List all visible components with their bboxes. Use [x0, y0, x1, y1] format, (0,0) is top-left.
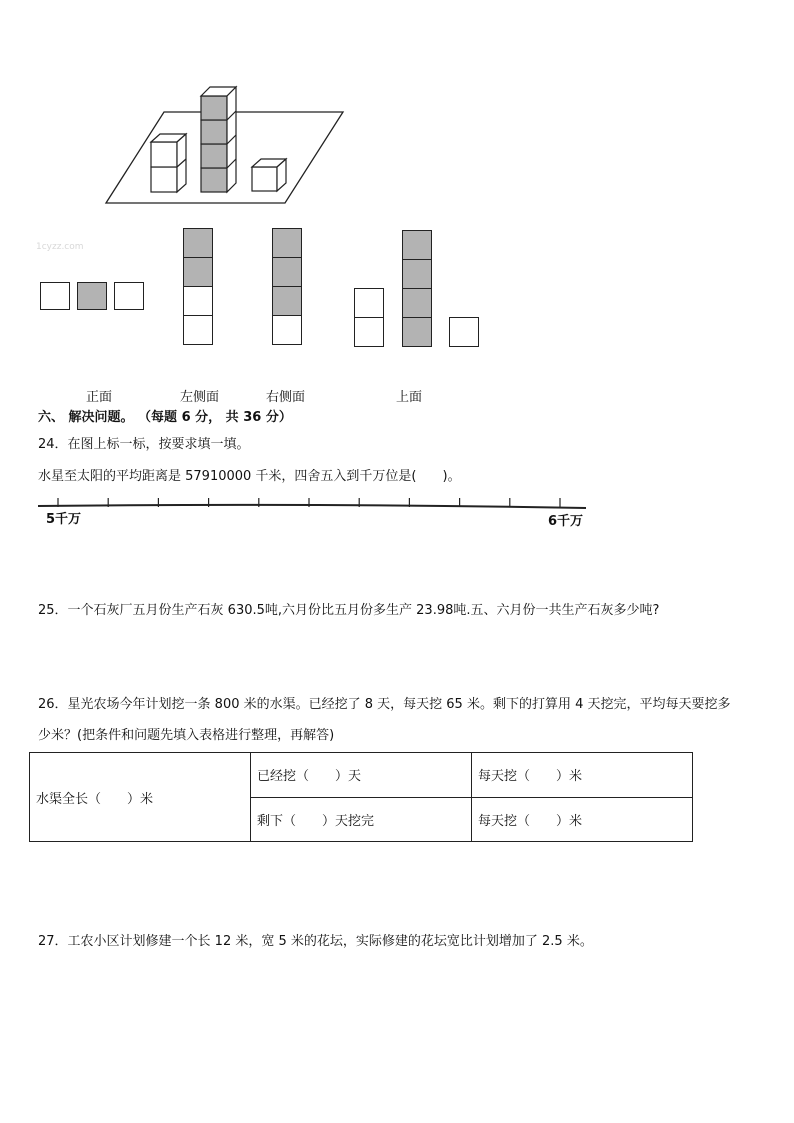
axis-end-label: 6千万	[548, 514, 584, 529]
top-view-square	[354, 317, 384, 347]
right-view-label: 右侧面	[266, 390, 306, 405]
organize-table	[29, 752, 693, 842]
right-view-square	[272, 286, 302, 316]
top-view-square	[402, 317, 432, 347]
left-view-square	[183, 286, 213, 316]
right-view-square	[272, 257, 302, 287]
question-26-line2: 少米？(把条件和问题先填入表格进行整理，再解答)	[38, 728, 335, 743]
total-length-cell[interactable]: 水渠全长（ ）米	[30, 753, 251, 842]
number-line	[38, 494, 598, 514]
right-view-square	[272, 315, 302, 345]
front-view-label: 正面	[86, 390, 113, 405]
middle-cube-stack	[201, 87, 236, 192]
watermark-text: 1cyzz.com	[36, 242, 84, 252]
question-26-line1: 26．星光农场今年计划挖一条 800 米的水渠。已经挖了 8 天，每天挖 65 米。剩下的打算用 4 天挖完，平均每天要挖多	[38, 697, 731, 712]
left-view-square	[183, 315, 213, 345]
left-view-square	[183, 228, 213, 258]
top-view-square	[402, 288, 432, 318]
right-single-cube	[252, 159, 286, 191]
top-view-square	[449, 317, 479, 347]
front-view-square	[77, 282, 107, 310]
cube-arrangement-figure	[100, 80, 350, 210]
dug-days-cell[interactable]: 已经挖（ ）天	[251, 753, 472, 798]
top-view-square	[402, 230, 432, 260]
top-view-square	[354, 288, 384, 318]
remain-days-cell[interactable]: 剩下（ ）天挖完	[251, 797, 472, 842]
left-cube-stack	[151, 134, 186, 192]
front-view-square	[40, 282, 70, 310]
question-27-text: 27．工农小区计划修建一个长 12 米，宽 5 米的花坛，实际修建的花坛宽比计划增加了 2.5 米。	[38, 934, 593, 949]
daily-remain-cell[interactable]: 每天挖（ ）米	[472, 797, 693, 842]
left-view-label: 左侧面	[180, 390, 220, 405]
question-24-prompt: 24．在图上标一标，按要求填一填。	[38, 437, 250, 452]
question-24-text: 水星至太阳的平均距离是 57910000 千米，四舍五入到千万位是( )。	[38, 469, 461, 484]
daily-dug-cell[interactable]: 每天挖（ ）米	[472, 753, 693, 798]
axis-start-label: 5千万	[46, 512, 82, 527]
question-25-text: 25．一个石灰厂五月份生产石灰 630.5吨,六月份比五月份多生产 23.98吨.五、六月份一共生产石灰多少吨?	[38, 603, 660, 618]
top-view-label: 上面	[396, 390, 423, 405]
right-view-square	[272, 228, 302, 258]
front-view-square	[114, 282, 144, 310]
top-view-square	[402, 259, 432, 289]
section-heading: 六、 解决问题。 （每题 6 分， 共 36 分）	[38, 410, 292, 425]
left-view-square	[183, 257, 213, 287]
